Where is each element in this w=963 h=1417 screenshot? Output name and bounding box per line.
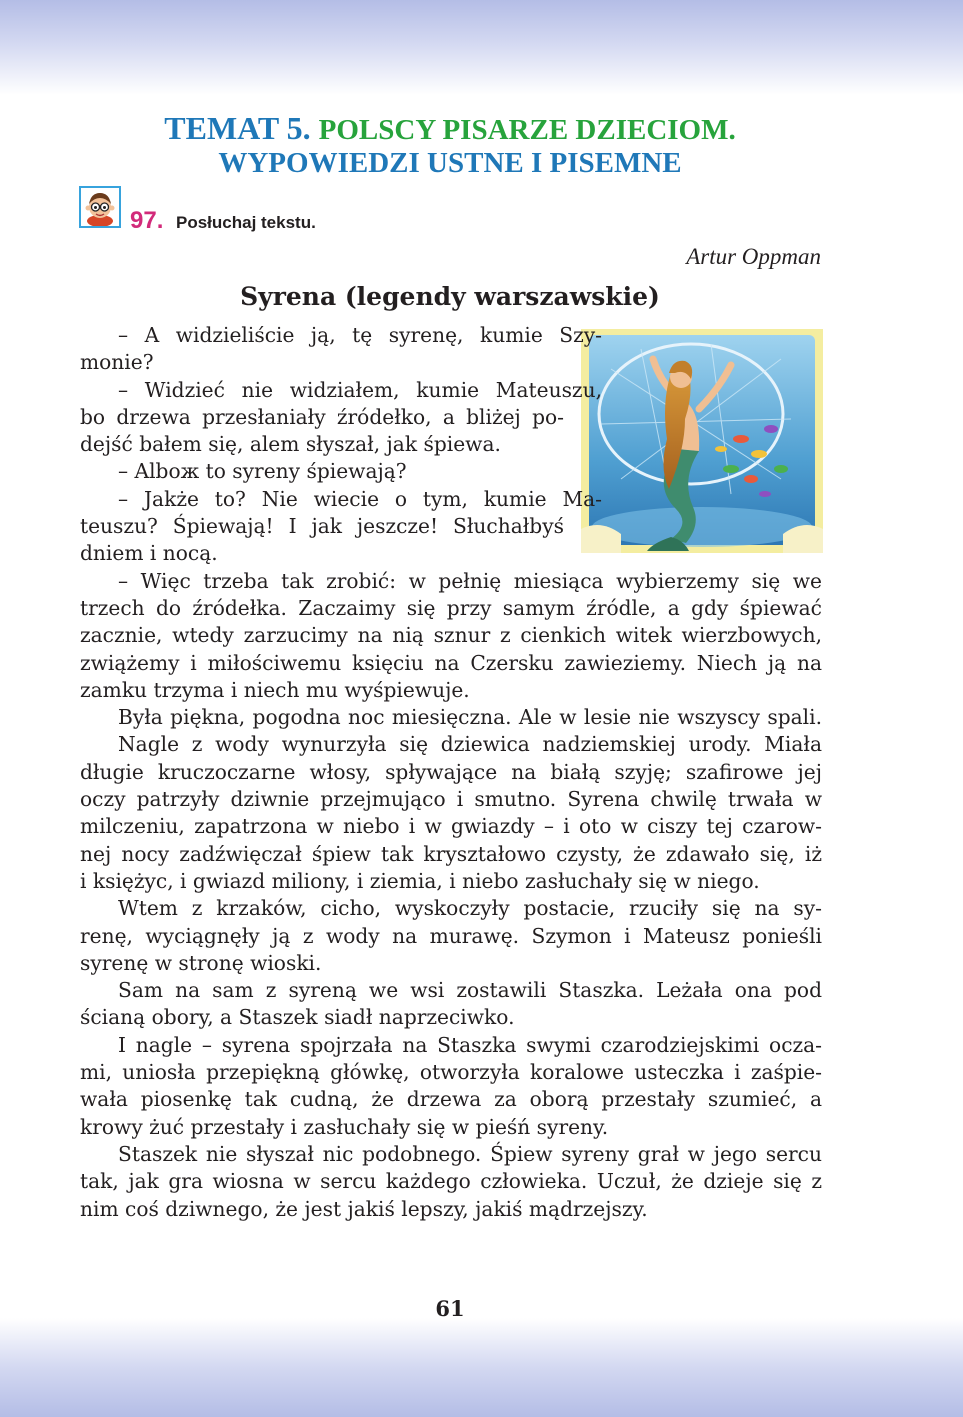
- text-line: – Więc trzeba tak zrobić: w pełnię miesiąca wybierzemy się we: [118, 568, 822, 593]
- top-decorative-band: [0, 0, 963, 95]
- text-line: teuszu? Śpiewają! I jak jeszcze! Słuchałbyś: [80, 514, 564, 539]
- text-line: trzech do źródełka. Zaczaimy się przy samym źródle, a gdy śpiewać: [80, 595, 822, 620]
- text-line: monie?: [80, 350, 154, 375]
- text-line: i księżyc, i gwiazd miliony, i ziemia, i niebo zasłuchały się w niego.: [80, 868, 760, 893]
- text-line: nim coś dziwnego, że jest jakiś lepszy, jakiś mądrzejszy.: [80, 1196, 648, 1221]
- text-line: zamku trzyma i niech mu wyśpiewuje.: [80, 677, 470, 702]
- text-line: nej nocy zadźwięczał śpiew tak kryształowo czysty, że zdawało się, iż: [80, 841, 822, 866]
- text-line: I nagle – syrena spojrzała na Staszka swymi czarodziejskimi ocza-: [118, 1032, 822, 1057]
- text-line: bo drzewa przesłaniały źródełko, a bliżej po-: [80, 404, 564, 429]
- text-line: renę, wyciągnęły ją z wody na murawę. Szymon i Mateusz ponieśli: [80, 923, 822, 948]
- topic-title: POLSCY PISARZE DZIECIOM.: [318, 114, 736, 146]
- text-line: wała piosenkę tak cudną, że drzewa za oborą przestały szumieć, a: [80, 1087, 822, 1112]
- bottom-decorative-band: [0, 1318, 963, 1417]
- text-line: milczeniu, zapatrzona w niebo i w gwiazdy – i oto w ciszy tej czarow-: [80, 814, 822, 839]
- text-line: – Albож to syreny śpiewają?: [118, 459, 407, 484]
- text-line: – Widzieć nie widziałem, kumie Mateuszu,: [118, 377, 602, 402]
- text-line: Nagle z wody wynurzyła się dziewica nadziemskiej urody. Miała: [118, 732, 822, 757]
- listening-child-icon: [79, 186, 121, 228]
- story-body: [80, 322, 822, 1223]
- text-line: długie kruczoczarne włosy, spływające na białą szyję; szafirowe jej: [80, 759, 822, 784]
- topic-label: TEMAT 5.: [164, 110, 311, 146]
- text-line: Wtem z krzaków, cicho, wyskoczyły postacie, rzuciły się na sy-: [118, 896, 822, 921]
- text-line: oczy patrzyły dziwnie przejmująco i smutno. Syrena chwilę trwała w: [80, 787, 822, 812]
- story-title: Syrena (legendy warszawskie): [240, 282, 660, 311]
- text-line: tak, jak gra wiosna w sercu każdego człowieka. Uczuł, że dzieje się z: [80, 1169, 822, 1194]
- text-line: zwiążemy i miłościwemu księciu na Czersku zawieziemy. Niech ją na: [80, 650, 822, 675]
- text-line: syrenę w stronę wioski.: [80, 950, 322, 975]
- text-line: mi, uniosła przepiękną główkę, otworzyła koralowe usteczka i zaśpie-: [80, 1060, 822, 1085]
- text-line: dejść bałem się, alem słyszał, jak śpiewa.: [80, 432, 501, 457]
- text-line: Sam na sam z syreną we wsi zostawili Staszka. Leżała ona pod: [118, 978, 822, 1003]
- exercise-number: 97.: [130, 207, 164, 234]
- text-line: Staszek nie słyszał nic podobnego. Śpiew syreny grał w jego sercu: [118, 1141, 822, 1166]
- text-line: dniem i nocą.: [80, 541, 218, 566]
- text-line: zacznie, wtedy zarzucimy na nią sznur z cienkich witek wierzbowych,: [80, 623, 822, 648]
- text-line: Była piękna, pogodna noc miesięczna. Ale w lesie nie wszyscy spali.: [118, 705, 822, 730]
- text-line: – A widzieliście ją, tę syrenę, kumie Szy-: [118, 323, 602, 347]
- story-author: Artur Oppman: [686, 244, 821, 269]
- text-line: – Jakże to? Nie wiecie o tym, kumie Ma-: [118, 486, 602, 511]
- exercise-instruction: Posłuchaj tekstu.: [176, 213, 316, 232]
- topic-heading-line2: WYPOWIEDZI USTNE I PISEMNE: [218, 147, 682, 179]
- text-line: ścianą obory, a Staszek siadł naprzeciwko.: [80, 1005, 515, 1030]
- text-line: krowy żuć przestały i zasłuchały się w pieśń syreny.: [80, 1114, 609, 1139]
- page-number: 61: [435, 1296, 465, 1321]
